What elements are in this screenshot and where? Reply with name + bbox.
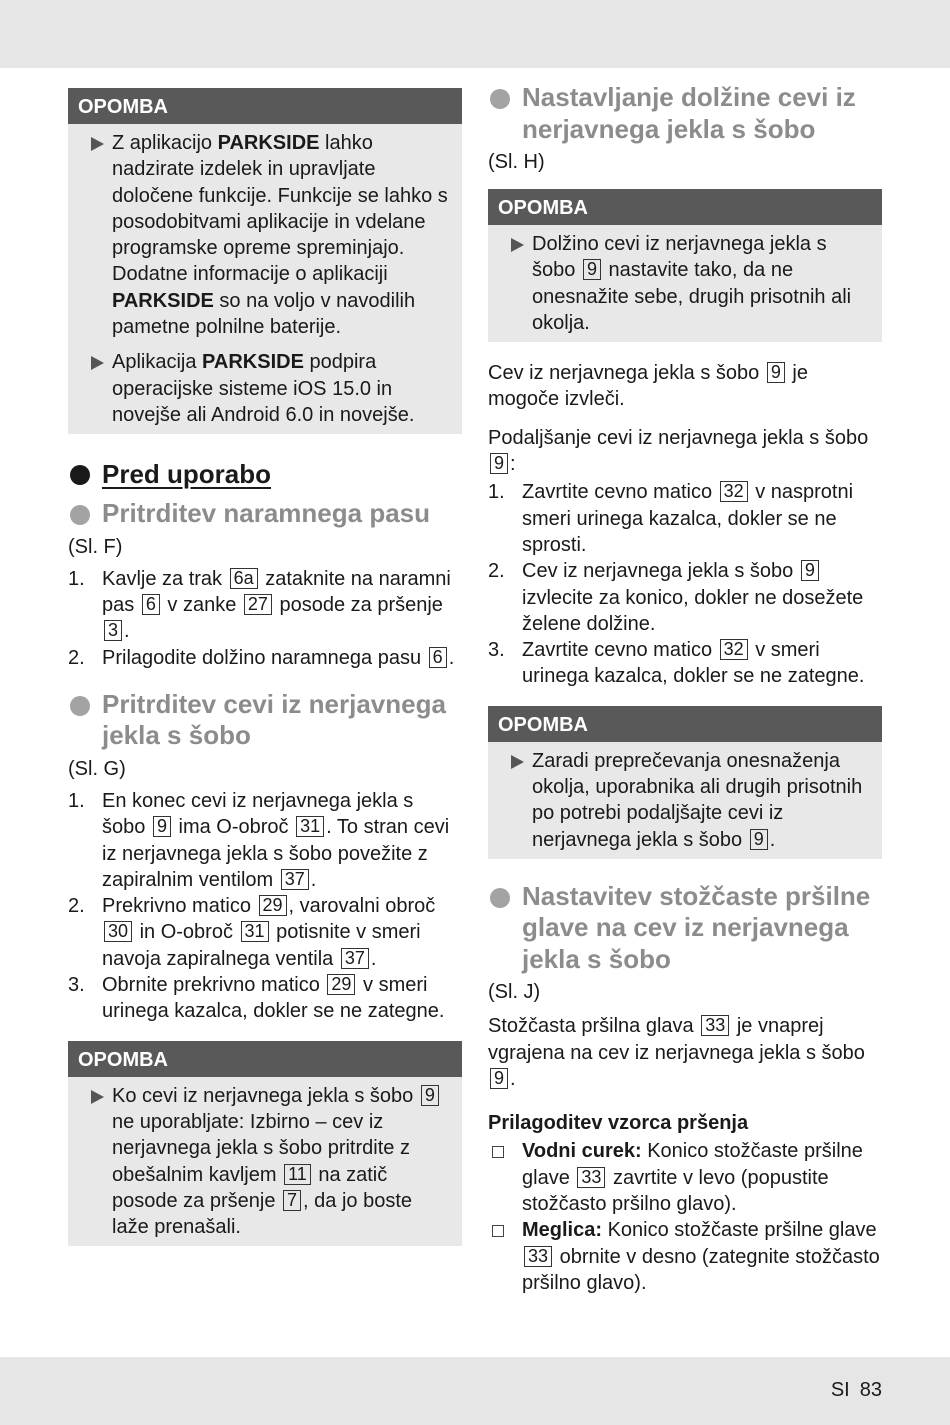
note-box-app [68,88,462,434]
note-item [500,231,870,336]
bullet-dot-icon [490,888,510,908]
note-item [80,349,450,428]
bold-text: Vodni curek: [522,1140,642,1163]
note-body [68,124,462,434]
step-text: Zavrtite cevno matico 32 v smeri urinega kazalca, dokler se ne zategne. [522,639,865,688]
note-text: Z aplikacijo PARKSIDE lahko nadzirate izdelek in upravljate določene funkcije. Funkcije se lahko s posodobitvami aplikacije in vdelane programske opreme spreminjajo. Dodatne informacije o aplikaciji PARKSIDE so na voljo v navodilih pametne polnilne baterije. [112,132,448,339]
part-number-ref: 9 [750,829,768,850]
part-number-ref: 29 [259,895,287,916]
note-text: Ko cevi iz nerjavnega jekla s šobo 9 ne uporabljate: Izbirno – cev iz nerjavnega jekla s šobo pritrdite z obešalnim kavljem 11 na zatič posode za pršenje 7 , da jo boste laže prenašali. [112,1085,441,1238]
figure-reference: (Sl. G) [68,757,126,780]
step-number: 2. [68,895,85,918]
part-number-ref: 9 [153,816,171,837]
list-item [488,1138,882,1217]
option-text: Meglica: Konico stožčaste pršilne glave 33 obrnite v desno (zategnite stožčasto pršilno glavo). [522,1219,880,1294]
heading-text: Nastavljanje dolžine cevi iz nerjavnega jekla s šobo [522,82,856,144]
left-column [68,88,462,1258]
step-number: 2. [68,646,85,669]
steps-list [488,479,882,689]
note-item [500,748,870,853]
paragraph-text: Cev iz nerjavnega jekla s šobo 9 je mogoče izvleči. [488,362,808,411]
part-number-ref: 7 [283,1190,301,1211]
part-number-ref: 31 [241,921,269,942]
paragraph [488,360,882,413]
step-text: Cev iz nerjavnega jekla s šobo 9 izvlecite za konico, dokler ne dosežete želene dolžine. [522,560,864,635]
note-body [488,225,882,342]
step-number: 3. [68,974,85,997]
part-number-ref: 33 [524,1246,552,1267]
figure-reference: (Sl. H) [488,151,545,173]
steps-list [68,788,462,1025]
page-footer [821,1379,882,1402]
step-text: Obrnite prekrivno matico 29 v smeri urinega kazalca, dokler se ne zategne. [102,974,445,1023]
paragraph [488,1013,882,1092]
figure-reference: (Sl. F) [68,535,123,558]
heading-text: Pritrditev cevi iz nerjavnega jekla s šobo [102,688,446,751]
part-number-ref: 6 [429,647,447,668]
note-text: Aplikacija PARKSIDE podpira operacijske sisteme iOS 15.0 in novejše ali Android 6.0 in novejše. [112,351,415,426]
part-number-ref: 9 [490,453,508,474]
subsection-heading [68,498,462,530]
part-number-ref: 29 [327,974,355,995]
note-header: OPOMBA [68,1041,462,1077]
options-list [488,1138,882,1296]
part-number-ref: 9 [490,1068,508,1089]
step-text: Prilagodite dolžino naramnega pasu 6 . [102,646,455,669]
bold-text: PARKSIDE [202,351,304,374]
triangle-bullet-icon [91,356,104,370]
part-number-ref: 9 [801,560,819,581]
note-text: Dolžino cevi iz nerjavnega jekla s šobo 9 nastavite tako, da ne onesnažite sebe, drugih prisotnih ali okolja. [532,233,852,334]
list-item [68,893,462,972]
triangle-bullet-icon [91,137,104,151]
list-item [68,566,462,645]
list-item [68,645,462,671]
part-number-ref: 6 [142,594,160,615]
section-heading-main [68,458,462,490]
bullet-dot-icon [70,465,90,485]
part-number-ref: 37 [341,948,369,969]
list-item [488,1217,882,1296]
heading-text: Pritrditev naramnega pasu [102,498,430,529]
note-body [488,742,882,859]
step-text: En konec cevi iz nerjavnega jekla s šobo 9 ima O-obroč 31 . To stran cevi iz nerjavnega jekla s šobo povežite z zapiralnim ventilom 37 . [102,789,450,891]
part-number-ref: 32 [720,639,748,660]
list-item [68,788,462,893]
part-number-ref: 11 [284,1164,311,1185]
part-number-ref: 3 [104,620,122,641]
step-number: 3. [488,639,505,662]
triangle-bullet-icon [511,755,524,769]
note-item [80,130,450,340]
triangle-bullet-icon [91,1090,104,1104]
part-number-ref: 9 [583,259,601,280]
steps-list [68,566,462,671]
paragraph [488,425,882,478]
checkbox-bullet-icon [492,1225,504,1237]
part-number-ref: 33 [577,1167,605,1188]
part-number-ref: 9 [767,362,785,383]
note-header: OPOMBA [488,706,882,742]
paragraph-text: Podaljšanje cevi iz nerjavnega jekla s šobo 9 : [488,426,869,476]
part-number-ref: 30 [104,921,132,942]
bold-text: Meglica: [522,1219,603,1242]
list-item [488,558,882,637]
part-number-ref: 32 [720,481,748,502]
step-text: Zavrtite cevno matico 32 v nasprotni smeri urinega kazalca, dokler se ne sprosti. [522,481,854,556]
part-number-ref: 27 [244,594,272,615]
note-header: OPOMBA [488,189,882,225]
step-text: Kavlje za trak 6a zataknite na naramni pas 6 v zanke 27 posode za pršenje 3 . [102,567,451,643]
note-header: OPOMBA [68,88,462,124]
heading-text: Pred uporabo [102,459,272,490]
option-text: Vodni curek: Konico stožčaste pršilne glave 33 zavrtite v levo (popustite stožčasto pršilno glavo). [522,1140,863,1215]
figure-reference: (Sl. J) [488,981,541,1004]
note-body [68,1077,462,1247]
list-item [68,972,462,1025]
part-number-ref: 31 [296,816,324,837]
paragraph-text: Stožčasta pršilna glava 33 je vnaprej vgrajena na cev iz nerjavnega jekla s šobo 9 . [488,1015,865,1091]
top-bar [0,0,950,68]
note-item [80,1083,450,1241]
note-box-length [488,189,882,342]
part-number-ref: 6a [230,568,258,589]
step-number: 1. [488,481,505,504]
spray-pattern-heading: Prilagoditev vzorca pršenja [488,1112,749,1135]
part-number-ref: 9 [421,1085,439,1106]
note-box-storage [68,1041,462,1247]
right-column [488,82,882,1296]
bold-text: PARKSIDE [112,289,214,312]
language-code: SI [830,1379,850,1401]
part-number-ref: 33 [701,1015,729,1036]
step-number: 1. [68,567,85,590]
bullet-dot-icon [70,696,90,716]
list-item [488,479,882,558]
list-item [488,637,882,690]
note-box-extend [488,706,882,859]
step-text: Prekrivno matico 29 , varovalni obroč 30 in O-obroč 31 potisnite v smeri navoja zapiralnega ventila 37 . [102,895,436,970]
step-number: 2. [488,560,505,583]
bold-text: PARKSIDE [217,132,320,154]
step-number: 1. [68,789,85,812]
triangle-bullet-icon [511,238,524,252]
subsection-heading [488,881,882,976]
part-number-ref: 37 [281,869,309,890]
checkbox-bullet-icon [492,1146,504,1158]
note-text: Zaradi preprečevanja onesnaženja okolja, uporabnika ali drugih prisotnih po potrebi podaljšajte cevi iz nerjavnega jekla s šobo 9 . [532,749,863,851]
bottom-bar [0,1357,950,1425]
subsection-heading [68,689,462,752]
subsection-heading [488,82,882,145]
heading-text: Nastavitev stožčaste pršilne glave na cev iz nerjavnega jekla s šobo [522,880,871,974]
page-number: 83 [859,1379,882,1401]
bullet-dot-icon [490,89,510,109]
bullet-dot-icon [70,505,90,525]
